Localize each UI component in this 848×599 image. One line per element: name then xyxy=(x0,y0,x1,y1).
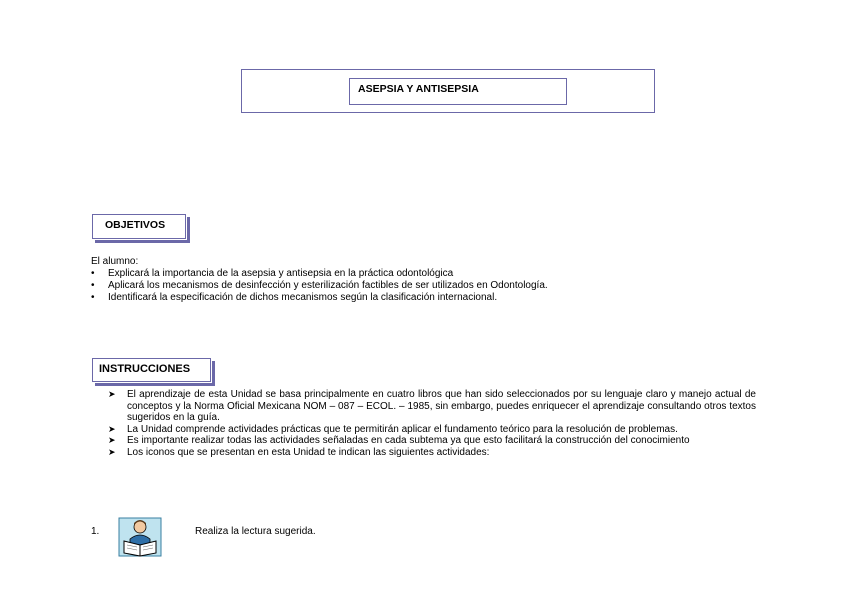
objetivos-list xyxy=(91,268,751,304)
activity-text: Realiza la lectura sugerida. xyxy=(195,526,316,537)
objetivos-intro: El alumno: xyxy=(91,256,139,267)
activity-number: 1. xyxy=(91,526,100,537)
reader-icon xyxy=(118,517,162,557)
list-item: • Explicará la importancia de la asepsia y antisepsia en la práctica odontológica xyxy=(91,268,751,280)
list-item: ➤ El aprendizaje de esta Unidad se basa principalmente en cuatro libros que han sido seleccionados por su lenguaje claro y manejo actual de conceptos y la Norma Oficial Mexicana NOM – 087 – ECOL. – 1985, sin embargo, puedes enriquecer el aprendizaje consultando otros textos sugeridos en la guía. xyxy=(108,389,756,424)
objetivos-heading: OBJETIVOS xyxy=(92,214,186,239)
instrucciones-list xyxy=(108,389,756,458)
list-item: • Aplicará los mecanismos de desinfección y esterilización factibles de ser utilizados en Odontología. xyxy=(91,280,751,292)
list-item: • Identificará la especificación de dichos mecanismos según la clasificación internacional. xyxy=(91,292,751,304)
list-item: ➤ Los iconos que se presentan en esta Unidad te indican las siguientes actividades: xyxy=(108,447,756,459)
instrucciones-heading: INSTRUCCIONES xyxy=(92,358,211,382)
document-title: ASEPSIA Y ANTISEPSIA xyxy=(349,78,567,105)
list-item: ➤ La Unidad comprende actividades prácticas que te permitirán aplicar el fundamento teórico para la resolución de problemas. xyxy=(108,424,756,436)
list-item: ➤ Es importante realizar todas las actividades señaladas en cada subtema ya que esto facilitará la construcción del conocimiento xyxy=(108,435,756,447)
